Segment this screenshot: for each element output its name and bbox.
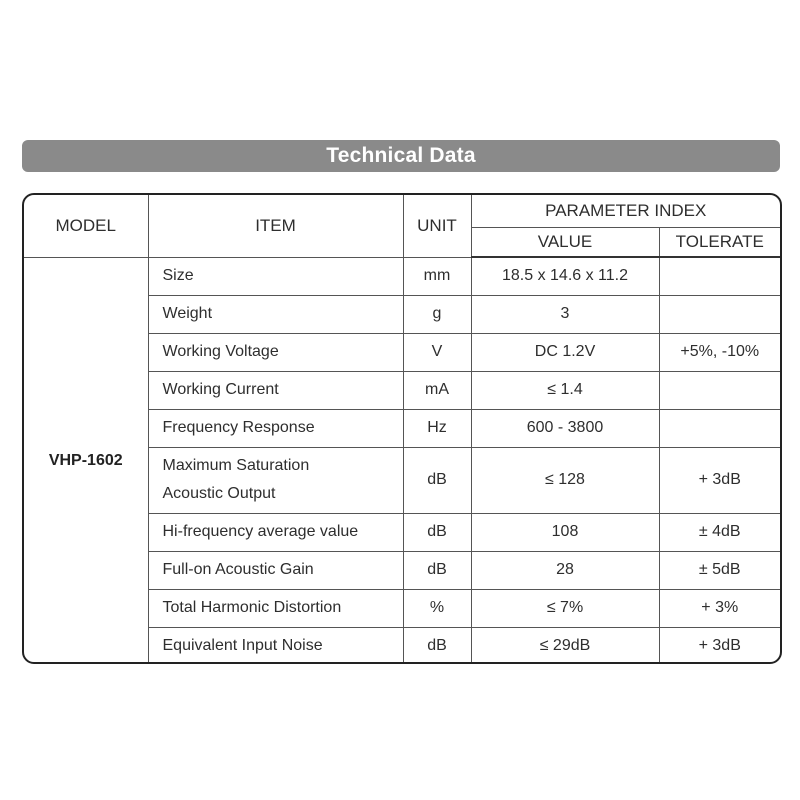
value-cell: 28: [471, 551, 659, 589]
item-line: Maximum Saturation: [162, 457, 310, 474]
unit-cell: dB: [403, 513, 471, 551]
value-cell: ≤ 128: [471, 447, 659, 513]
header-parameter-index: PARAMETER INDEX: [471, 195, 780, 227]
item-cell: Frequency Response: [148, 409, 403, 447]
unit-cell: dB: [403, 447, 471, 513]
item-line: Acoustic Output: [162, 485, 276, 502]
header-tolerate: TOLERATE: [659, 227, 780, 257]
value-cell: DC 1.2V: [471, 333, 659, 371]
value-cell: 600 - 3800: [471, 409, 659, 447]
tolerate-cell: [659, 409, 780, 447]
unit-cell: mA: [403, 371, 471, 409]
unit-cell: g: [403, 295, 471, 333]
header-model: MODEL: [24, 195, 148, 257]
title-bar: [22, 140, 780, 172]
item-cell: Total Harmonic Distortion: [148, 589, 403, 627]
header-value: VALUE: [471, 227, 659, 257]
unit-cell: %: [403, 589, 471, 627]
tolerate-cell: ± 4dB: [659, 513, 780, 551]
item-cell: Working Current: [148, 371, 403, 409]
tolerate-cell: [659, 295, 780, 333]
value-cell: 18.5 x 14.6 x 11.2: [471, 257, 659, 295]
value-cell: 3: [471, 295, 659, 333]
item-cell: Weight: [148, 295, 403, 333]
value-cell: ≤ 1.4: [471, 371, 659, 409]
unit-cell: Hz: [403, 409, 471, 447]
item-cell: Equivalent Input Noise: [148, 627, 403, 664]
tolerate-cell: ± 5dB: [659, 551, 780, 589]
header-unit: UNIT: [403, 195, 471, 257]
value-cell: 108: [471, 513, 659, 551]
model-name: VHP-1602: [24, 257, 148, 664]
tolerate-cell: [659, 371, 780, 409]
value-cell: ≤ 7%: [471, 589, 659, 627]
tolerate-cell: + 3%: [659, 589, 780, 627]
item-cell: [148, 447, 403, 513]
technical-data-table: [22, 193, 782, 664]
item-cell: Full-on Acoustic Gain: [148, 551, 403, 589]
item-cell: Hi-frequency average value: [148, 513, 403, 551]
unit-cell: dB: [403, 551, 471, 589]
unit-cell: dB: [403, 627, 471, 664]
tolerate-cell: + 3dB: [659, 627, 780, 664]
page-title: Technical Data: [326, 144, 476, 167]
table-row: [24, 257, 780, 295]
value-cell: ≤ 29dB: [471, 627, 659, 664]
header-item: ITEM: [148, 195, 403, 257]
unit-cell: V: [403, 333, 471, 371]
item-cell: Size: [148, 257, 403, 295]
tolerate-cell: +5%, -10%: [659, 333, 780, 371]
item-cell: Working Voltage: [148, 333, 403, 371]
tolerate-cell: + 3dB: [659, 447, 780, 513]
tolerate-cell: [659, 257, 780, 295]
unit-cell: mm: [403, 257, 471, 295]
